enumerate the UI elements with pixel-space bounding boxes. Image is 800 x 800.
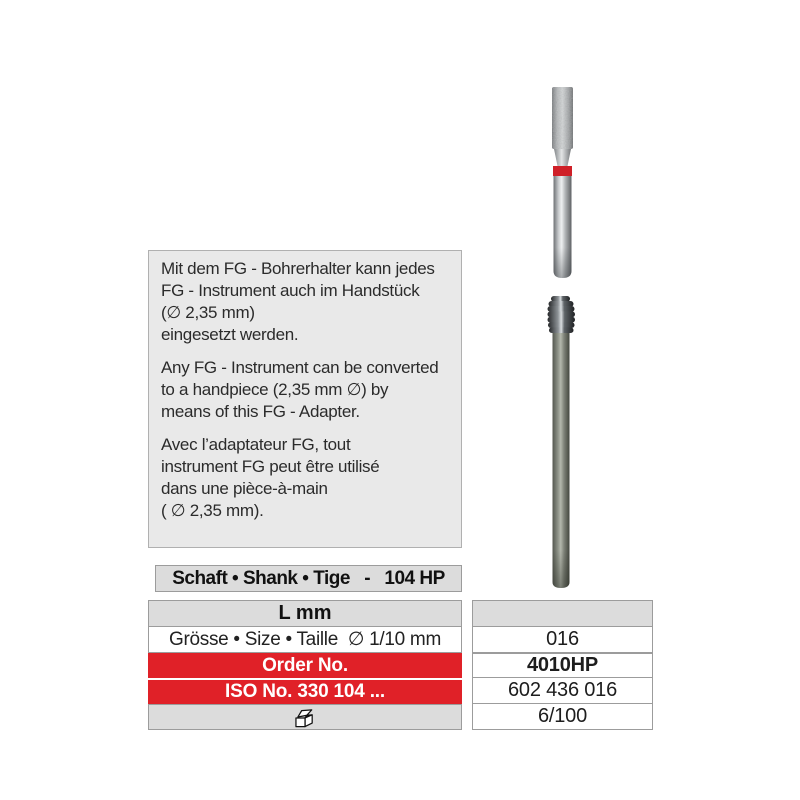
order-no-label-cell: Order No. [148, 653, 462, 678]
color-ring-red [553, 166, 572, 176]
order-table-labels [148, 600, 462, 730]
diamond-bur-image [547, 85, 577, 283]
packaging-label-cell [148, 704, 462, 730]
info-line: Mit dem FG - Bohrerhalter kann jedes [161, 259, 435, 278]
order-table-values [472, 600, 653, 730]
package-box-icon [292, 707, 319, 728]
info-line: Any FG - Instrument can be converted [161, 358, 439, 377]
size-value-cell: 016 [472, 627, 653, 653]
packaging-value-cell: 6/100 [472, 704, 653, 730]
info-line: (∅ 2,35 mm) [161, 303, 255, 322]
info-paragraph-french [161, 434, 457, 522]
shank-type-bar [155, 565, 462, 592]
iso-no-value-cell: 602 436 016 [472, 678, 653, 704]
info-line: ( ∅ 2,35 mm). [161, 501, 264, 520]
info-line: eingesetzt werden. [161, 325, 299, 344]
table-header-lmm: L mm [148, 600, 462, 627]
info-line: means of this FG - Adapter. [161, 402, 360, 421]
fg-adapter-image [545, 294, 577, 594]
info-paragraph-german [161, 258, 457, 346]
adapter-thread-coil [548, 296, 576, 333]
size-label-cell: Grösse • Size • Taille ∅ 1/10 mm [148, 627, 462, 653]
value-header-cell [472, 600, 653, 627]
info-line: to a handpiece (2,35 mm ∅) by [161, 380, 389, 399]
info-line: FG - Instrument auch im Handstück [161, 281, 420, 300]
info-line: Avec l’adaptateur FG, tout [161, 435, 351, 454]
info-line: dans une pièce-à-main [161, 479, 328, 498]
info-box [148, 250, 462, 548]
order-no-value-cell: 4010HP [472, 653, 653, 678]
iso-no-label-cell: ISO No. 330 104 ... [148, 678, 462, 704]
info-line: instrument FG peut être utilisé [161, 457, 380, 476]
shank-type-label: Schaft • Shank • Tige - 104 HP [172, 567, 445, 589]
info-paragraph-english [161, 357, 457, 423]
